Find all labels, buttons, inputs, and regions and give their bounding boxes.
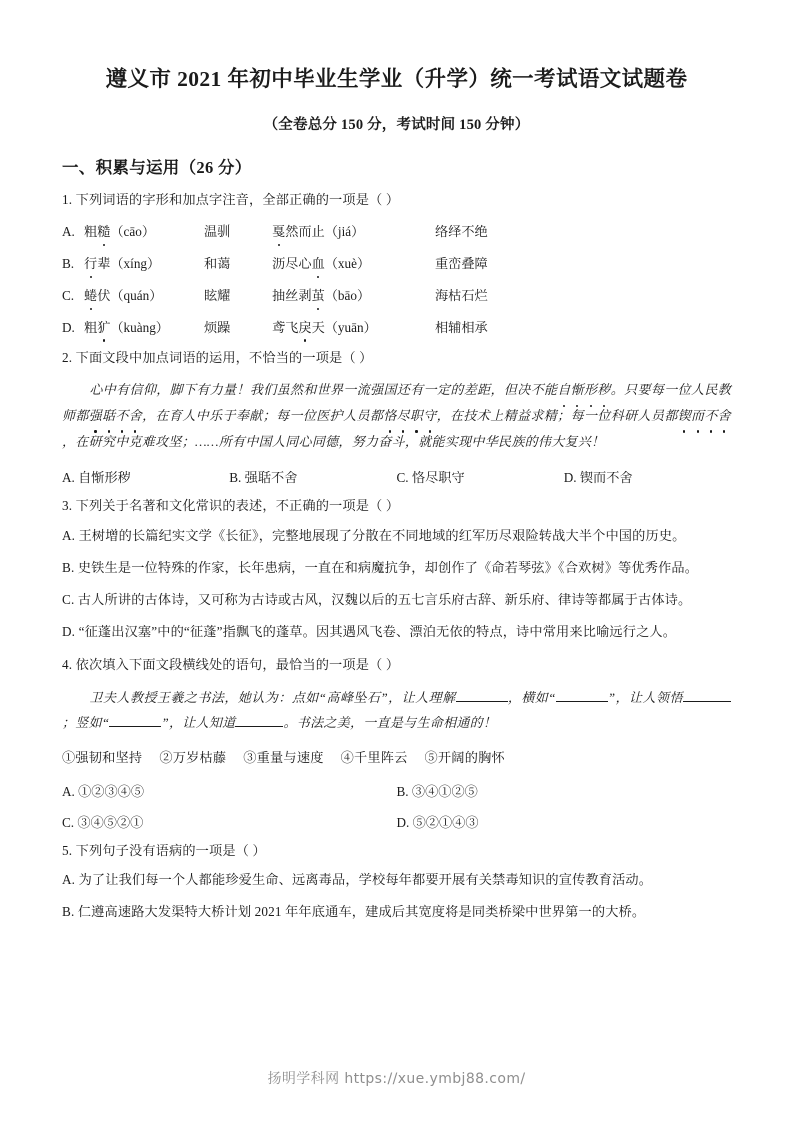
option-word-1: 粗犷（kuàng） <box>84 318 204 338</box>
dotted-char: 秽 <box>597 377 610 403</box>
passage-segment: ，在育人中乐于奉献；每一位医护人员都 <box>142 407 384 423</box>
dotted-char: 舍 <box>718 403 731 429</box>
question-2-passage <box>62 368 731 454</box>
question-3-option-b[interactable]: B. 史铁生是一位特殊的作家，长年患病，一直在和病魔抗争，却创作了《命若琴弦》《合欢树》等优秀作品。 <box>62 559 699 575</box>
question-1-option-a[interactable] <box>62 210 731 242</box>
question-5-option-b[interactable]: B. 仁遵高速路大发渠特大桥计划 2021 年年底通车，建成后其宽度将是同类桥梁中世界第一的大桥。 <box>62 904 646 920</box>
dotted-char: 恪 <box>383 403 396 429</box>
option-word-3: 戛然而止（jiá） <box>272 222 435 242</box>
question-1-option-c[interactable] <box>62 274 731 306</box>
option-word-1: 粗糙（cāo） <box>84 222 204 242</box>
option-word-4: 海枯石烂 <box>435 287 488 303</box>
option-word-1: 蜷伏（quán） <box>84 286 204 306</box>
dotted-char: 蜷 <box>84 286 97 306</box>
question-4-option-d[interactable]: D. ⑤②①④③ <box>396 814 479 830</box>
option-letter: C. <box>62 287 75 303</box>
question-1-option-d[interactable] <box>62 306 731 338</box>
enum-item-2: ②万岁枯藤 <box>159 750 227 766</box>
passage-segment: ”，让人知道 <box>161 715 236 731</box>
dotted-char: 聒 <box>102 403 115 429</box>
option-word-3: 抽丝剥茧（bāo） <box>272 286 435 306</box>
option-letter: B. <box>62 256 75 272</box>
question-3-option-c[interactable]: C. 古人所讲的古体诗，又可称为古诗或古风，汉魏以后的五七言乐府古辞、新乐府、律诗等都属于古体诗。 <box>62 591 692 607</box>
question-4-passage <box>62 676 731 736</box>
option-word-2: 烦躁 <box>204 319 231 335</box>
option-word-1: 行辈（xíng） <box>84 254 204 274</box>
option-letter: D. <box>62 319 75 335</box>
page-title: 遵义市 2021 年初中毕业生学业（升学）统一考试语文试题卷 <box>105 67 688 91</box>
passage-segment: 卫夫人教授王羲之书法，她认为：点如“高峰坠石”，让人理解 <box>89 689 456 705</box>
dotted-char: 戛 <box>272 222 285 242</box>
passage-segment: 心中有信仰，脚下有力量！我们虽然和世界一流强国还有一定的差距，但决不能 <box>89 382 558 398</box>
passage-segment: ；竖如“ <box>62 715 110 731</box>
option-word-3: 沥尽心血（xuè） <box>272 254 435 274</box>
question-2-option-a[interactable]: A. 自惭形秽 <box>62 470 131 486</box>
dotted-char: 守 <box>423 403 436 429</box>
question-4-options-row-1 <box>62 769 731 800</box>
question-4-option-c[interactable]: C. ③④⑤②① <box>62 814 144 830</box>
enum-item-3: ③重量与速度 <box>243 750 324 766</box>
question-1-stem: 1. 下列词语的字形和加点字注音，全部正确的一项是（ ） <box>62 191 400 207</box>
question-2-option-d[interactable]: D. 锲而不舍 <box>563 470 633 486</box>
dotted-char: 尽 <box>397 403 410 429</box>
dotted-char: 不 <box>704 403 717 429</box>
fill-blank-5[interactable] <box>235 726 283 727</box>
question-3 <box>62 486 731 645</box>
passage-segment: ，在研究中克难攻坚；……所有中国人同心同德，努力奋斗，就能实现中华民族的伟大复兴！ <box>62 433 605 449</box>
question-2-option-c[interactable]: C. 恪尽职守 <box>396 470 465 486</box>
option-word-4: 相辅相承 <box>435 319 488 335</box>
fill-blank-1[interactable] <box>456 701 508 702</box>
enum-item-1: ①强韧和坚持 <box>62 750 143 766</box>
question-3-option-a[interactable]: A. 王树增的长篇纪实文学《长征》，完整地展现了分散在不同地域的红军历尽艰险转战大半个中国的历史。 <box>62 527 686 543</box>
question-4-option-a[interactable]: A. ①②③④⑤ <box>62 783 145 799</box>
option-word-2: 和蔼 <box>204 256 231 272</box>
question-2-options <box>62 454 731 486</box>
dotted-char: 锲 <box>678 403 691 429</box>
question-4-options-row-2 <box>62 800 731 831</box>
question-5-option-a[interactable]: A. 为了让我们每一个人都能珍爱生命、远离毒品，学校每年都要开展有关禁毒知识的宣传教育活动。 <box>62 872 653 888</box>
dotted-char: 行 <box>84 254 97 274</box>
dotted-char: 血 <box>312 254 325 274</box>
passage-segment: ，横如“ <box>507 689 556 705</box>
dotted-char: 自 <box>557 377 570 403</box>
enum-item-4: ④千里阵云 <box>340 750 408 766</box>
passage-segment: ，在技术上精益求精；每一位科研人员都 <box>436 407 678 423</box>
dotted-char: 糙 <box>97 222 110 242</box>
fill-blank-4[interactable] <box>109 726 161 727</box>
fill-blank-3[interactable] <box>683 701 731 702</box>
option-word-3: 鸢飞戾天（yuān） <box>272 318 435 338</box>
question-1 <box>62 180 731 338</box>
dotted-char: 犷 <box>97 318 110 338</box>
question-2-stem: 2. 下面文段中加点词语的运用，不恰当的一项是（ ） <box>62 349 373 365</box>
question-5 <box>62 831 731 926</box>
option-word-4: 络绎不绝 <box>435 224 488 240</box>
question-3-stem: 3. 下列关于名著和文化常识的表述，不正确的一项是（ ） <box>62 498 400 514</box>
dotted-char: 舍 <box>129 403 142 429</box>
dotted-char: 形 <box>584 377 597 403</box>
option-letter: A. <box>62 224 75 240</box>
footer-watermark: 扬明学科网 https://xue.ymbj88.com/ <box>267 1071 526 1087</box>
question-4-enumerations <box>62 736 731 768</box>
dotted-char: 不 <box>115 403 128 429</box>
dotted-char: 强 <box>89 403 102 429</box>
question-5-stem: 5. 下列句子没有语病的一项是（ ） <box>62 842 266 858</box>
option-word-4: 重峦叠障 <box>435 256 488 272</box>
dotted-char: 戾 <box>298 318 311 338</box>
section-heading: 一、积累与运用（26 分） <box>62 157 252 177</box>
dotted-char: 茧 <box>312 286 325 306</box>
question-2 <box>62 338 731 487</box>
question-4-option-b[interactable]: B. ③④①②⑤ <box>396 783 478 799</box>
dotted-char: 职 <box>410 403 423 429</box>
option-word-2: 温驯 <box>204 224 231 240</box>
option-word-2: 眩耀 <box>204 287 231 303</box>
passage-segment: 。书法之美，一直是与生命相通的！ <box>283 715 497 731</box>
question-4-stem: 4. 依次填入下面文段横线处的语句，最恰当的一项是（ ） <box>62 657 400 673</box>
dotted-char: 而 <box>691 403 704 429</box>
enum-item-5: ⑤开阔的胸怀 <box>424 750 505 766</box>
dotted-char: 惭 <box>571 377 584 403</box>
question-1-option-b[interactable] <box>62 242 731 274</box>
question-2-option-b[interactable]: B. 强聒不舍 <box>229 470 298 486</box>
passage-segment: ”，让人领悟 <box>607 689 683 705</box>
passage-segment: 。只要每一位人民教师都 <box>62 382 731 423</box>
fill-blank-2[interactable] <box>556 701 608 702</box>
question-3-option-d[interactable]: D. “征蓬出汉塞”中的“征蓬”指飘飞的蓬草。因其遇风飞卷、漂泊无依的特点，诗中常用来比喻远行之人。 <box>62 624 677 640</box>
page-subtitle: （全卷总分 150 分，考试时间 150 分钟） <box>263 116 530 133</box>
question-4 <box>62 645 731 830</box>
